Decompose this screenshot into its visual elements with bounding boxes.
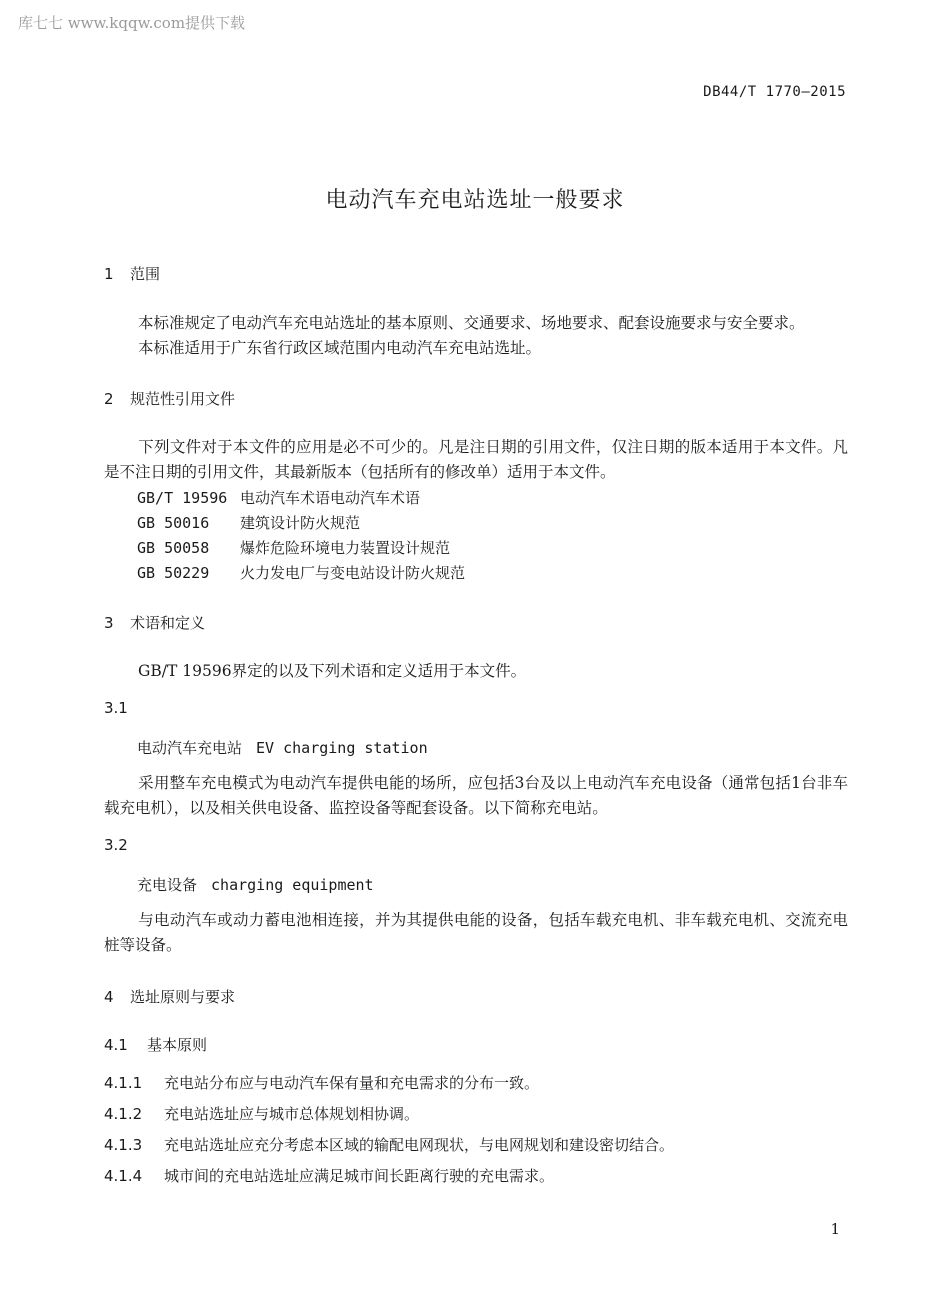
reference-code: GB 50058 bbox=[137, 539, 210, 557]
reference-item bbox=[137, 562, 465, 583]
term-definition bbox=[104, 771, 848, 821]
clause-item bbox=[104, 1134, 674, 1155]
term-heading bbox=[137, 737, 428, 758]
paragraph-text: 本标准规定了电动汽车充电站选址的基本原则、交通要求、场地要求、配套设施要求与安全要求。 bbox=[138, 314, 805, 332]
term-heading bbox=[137, 874, 374, 895]
clause-text: 城市间的充电站选址应满足城市间长距离行驶的充电需求。 bbox=[164, 1167, 555, 1185]
section-title: 选址原则与要求 bbox=[130, 988, 236, 1006]
clause-number: 4.1.3 bbox=[104, 1136, 143, 1154]
paragraph-text: 下列文件对于本文件的应用是必不可少的。凡是注日期的引用文件，仅注日期的版本适用于本文件。凡是不注日期的引用文件，其最新版本（包括所有的修改单）适用于本文件。 bbox=[104, 438, 848, 481]
document-title: 电动汽车充电站选址一般要求 bbox=[325, 188, 625, 213]
reference-code: GB 50016 bbox=[137, 514, 210, 532]
section-number: 2 bbox=[104, 390, 114, 408]
clause-item bbox=[104, 1072, 539, 1093]
scope-paragraph-2 bbox=[104, 336, 848, 361]
paragraph-text: 采用整车充电模式为电动汽车提供电能的场所，应包括3台及以上电动汽车充电设备（通常包括1台非车载充电机），以及相关供电设备、监控设备等配套设备。以下简称充电站。 bbox=[104, 774, 848, 817]
section-title: 术语和定义 bbox=[130, 614, 206, 632]
section-heading-4 bbox=[104, 986, 235, 1007]
clause-item bbox=[104, 1103, 419, 1124]
reference-name: 电动汽车术语电动汽车术语 bbox=[240, 489, 421, 507]
subsection-title: 基本原则 bbox=[147, 1036, 208, 1054]
normative-references-paragraph bbox=[104, 435, 848, 485]
page-number: 1 bbox=[830, 1220, 840, 1238]
clause-text: 充电站选址应充分考虑本区域的输配电网现状，与电网规划和建设密切结合。 bbox=[164, 1136, 675, 1154]
term-english: EV charging station bbox=[256, 739, 428, 757]
reference-name: 建筑设计防火规范 bbox=[240, 514, 361, 532]
section-heading-1 bbox=[104, 263, 160, 284]
section-heading-3 bbox=[104, 612, 205, 633]
reference-item bbox=[137, 537, 450, 558]
reference-item bbox=[137, 512, 360, 533]
section-heading-2 bbox=[104, 388, 235, 409]
reference-name: 爆炸危险环境电力装置设计规范 bbox=[240, 539, 451, 557]
reference-code: GB/T 19596 bbox=[137, 489, 228, 507]
terms-intro-paragraph bbox=[104, 659, 848, 684]
paragraph-text: 与电动汽车或动力蓄电池相连接，并为其提供电能的设备，包括车载充电机、非车载充电机、交流充电桩等设备。 bbox=[104, 911, 848, 954]
watermark-text: 库七七 www.kqqw.com提供下载 bbox=[18, 14, 246, 32]
clause-text: 充电站选址应与城市总体规划相协调。 bbox=[164, 1105, 420, 1123]
term-chinese: 充电设备 bbox=[137, 876, 198, 894]
clause-text: 充电站分布应与电动汽车保有量和充电需求的分布一致。 bbox=[164, 1074, 540, 1092]
clause-number: 4.1.2 bbox=[104, 1105, 143, 1123]
subsection-heading-4-1 bbox=[104, 1034, 207, 1055]
section-number: 4 bbox=[104, 988, 114, 1006]
paragraph-text: 本标准适用于广东省行政区域范围内电动汽车充电站选址。 bbox=[138, 339, 542, 357]
standard-number: DB44/T 1770—2015 bbox=[703, 84, 846, 100]
reference-name: 火力发电厂与变电站设计防火规范 bbox=[240, 564, 466, 582]
term-definition bbox=[104, 908, 848, 958]
clause-number: 4.1.1 bbox=[104, 1074, 143, 1092]
term-chinese: 电动汽车充电站 bbox=[137, 739, 243, 757]
clause-item bbox=[104, 1165, 554, 1186]
reference-code: GB 50229 bbox=[137, 564, 210, 582]
term-number: 3.2 bbox=[104, 836, 128, 854]
subsection-number: 4.1 bbox=[104, 1036, 128, 1054]
clause-number: 4.1.4 bbox=[104, 1167, 143, 1185]
section-number: 3 bbox=[104, 614, 114, 632]
paragraph-text: GB/T 19596界定的以及下列术语和定义适用于本文件。 bbox=[138, 662, 527, 680]
term-english: charging equipment bbox=[211, 876, 374, 894]
section-title: 规范性引用文件 bbox=[130, 390, 236, 408]
term-number: 3.1 bbox=[104, 699, 128, 717]
reference-item bbox=[137, 487, 420, 508]
section-number: 1 bbox=[104, 265, 114, 283]
scope-paragraph-1 bbox=[104, 311, 848, 336]
section-title: 范围 bbox=[130, 265, 161, 283]
